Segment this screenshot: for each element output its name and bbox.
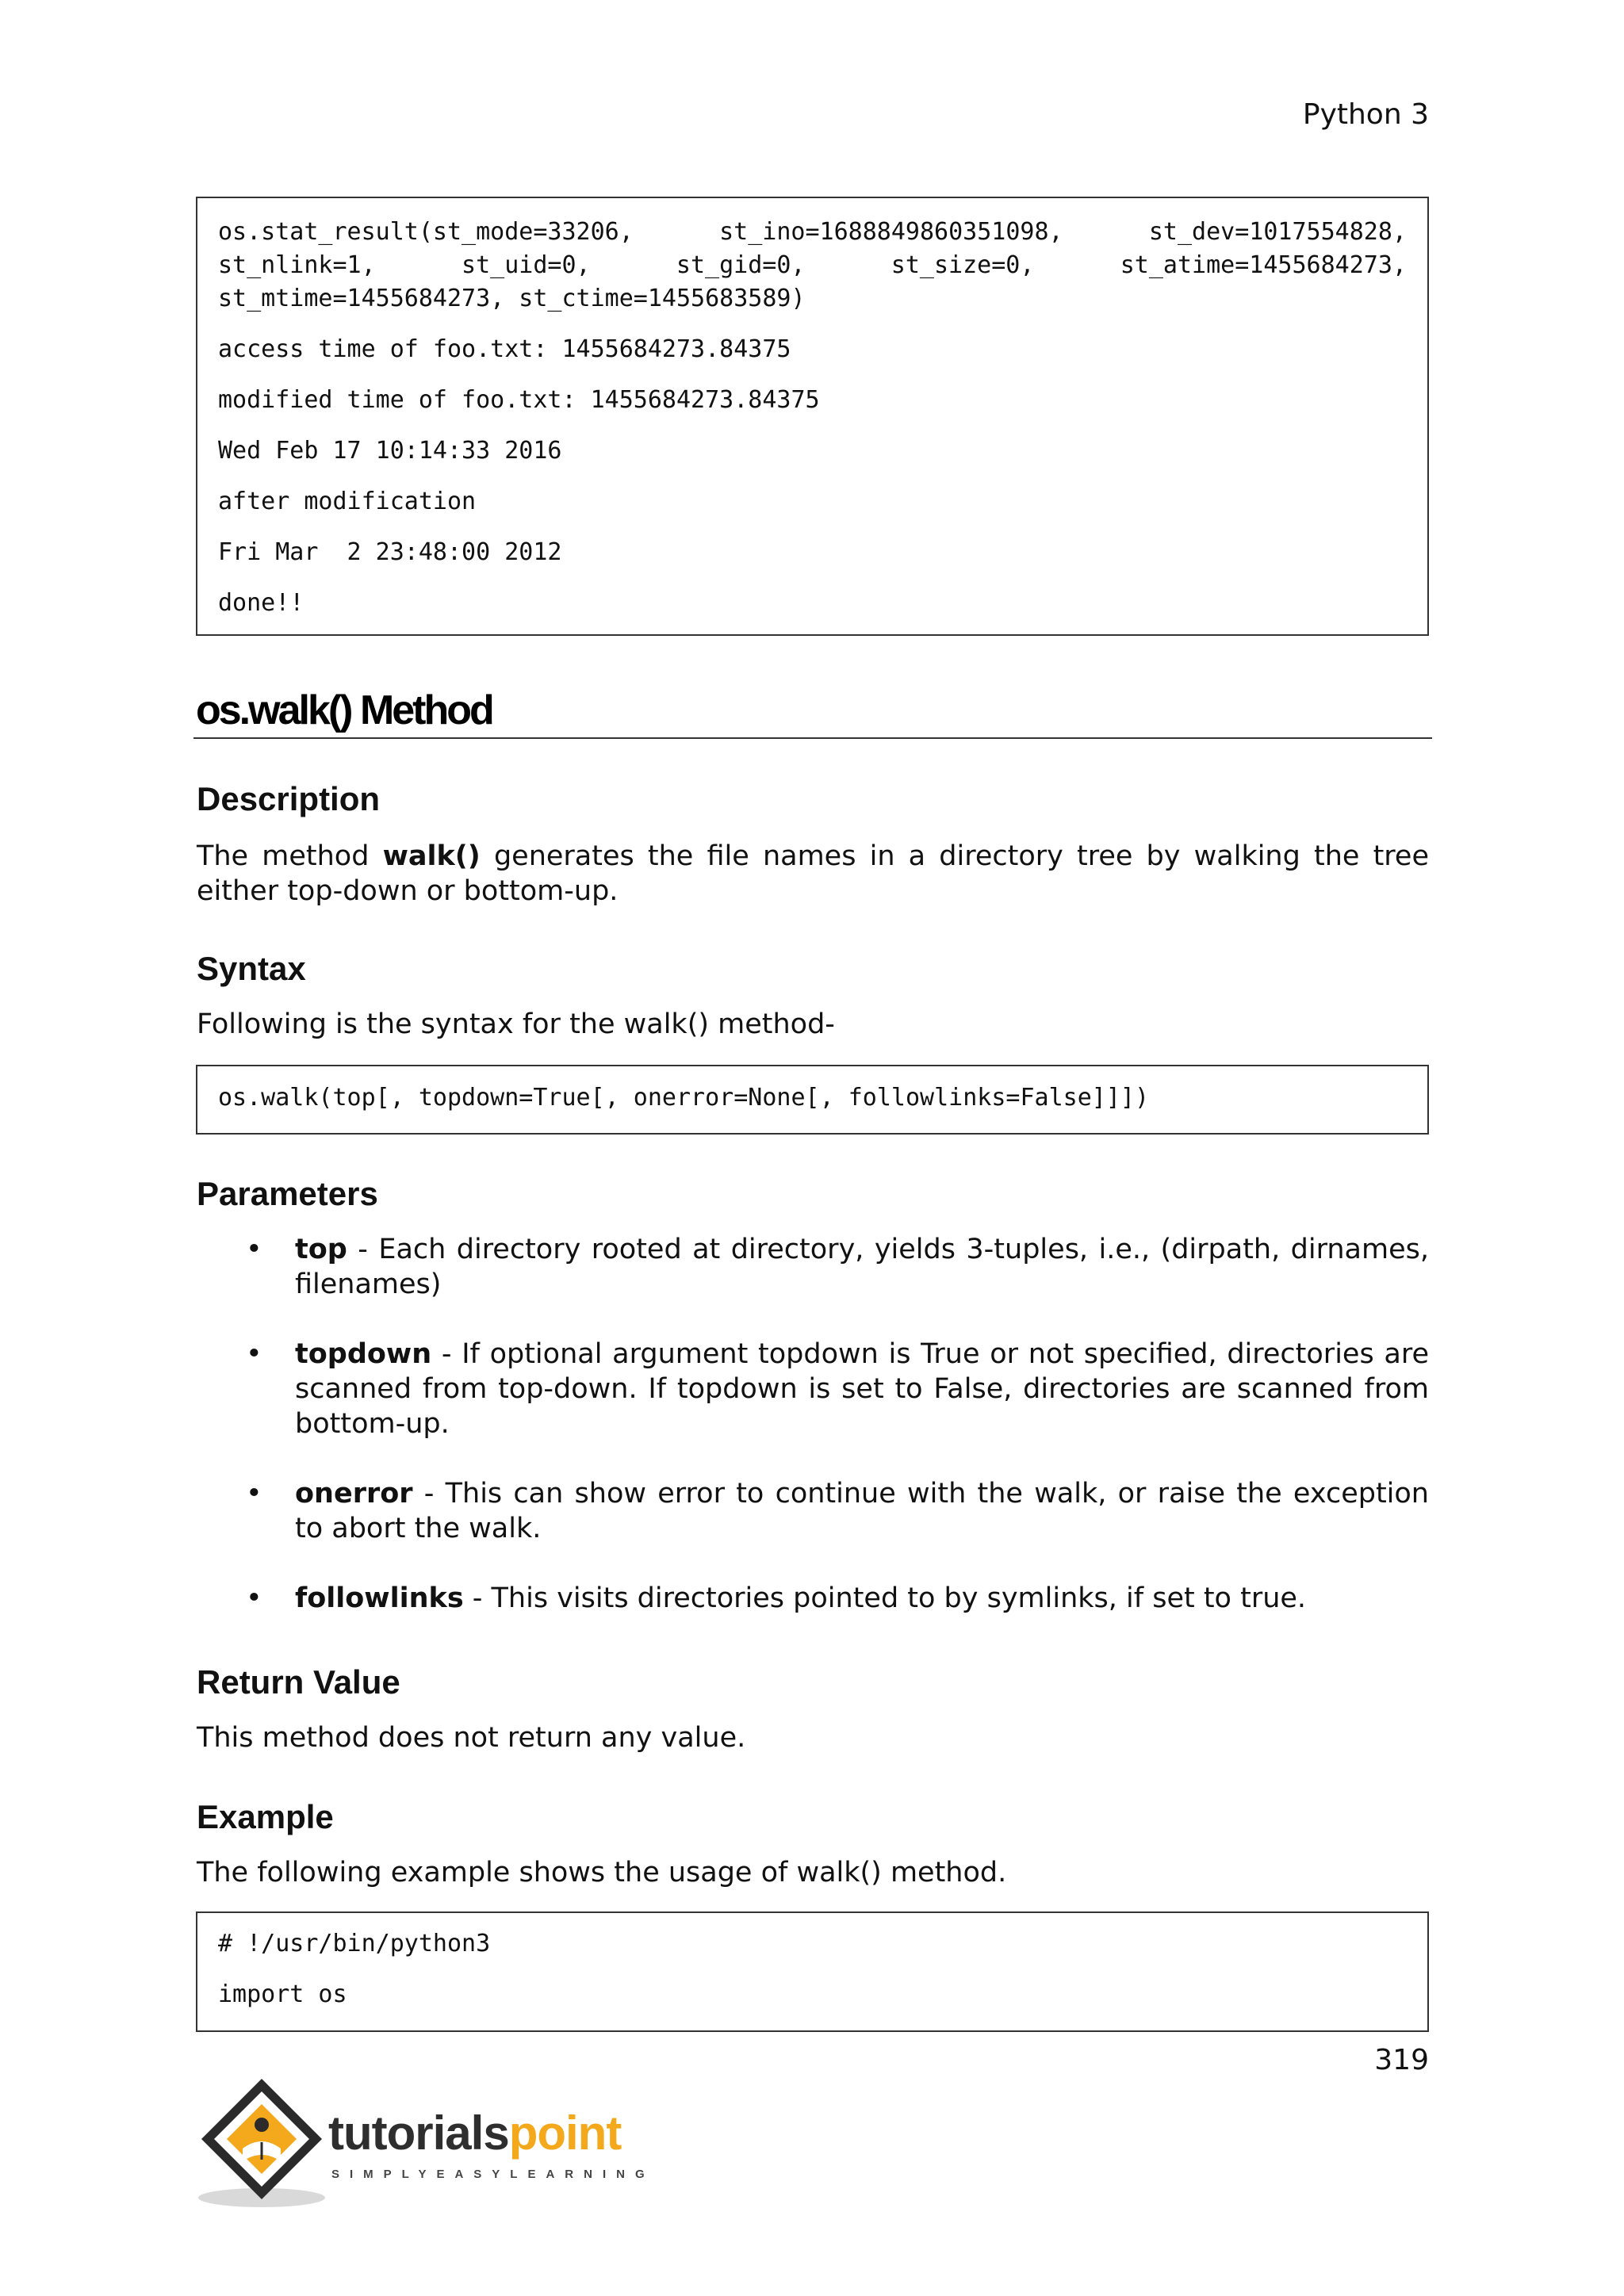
output-token: st_size=0, <box>891 251 1035 279</box>
parameters-heading: Parameters <box>197 1175 378 1212</box>
example-code-block <box>196 1911 1429 2032</box>
syntax-code: os.walk(top[, topdown=True[, onerror=None[, followlinks=False]]]) <box>218 1084 1149 1112</box>
parameter-name: onerror <box>295 1478 413 1510</box>
output-token: st_nlink=1, <box>218 251 376 279</box>
code-line: # !/usr/bin/python3 <box>218 1930 491 1957</box>
output-token: st_dev=1017554828, <box>1148 218 1407 246</box>
parameter-name: topdown <box>295 1338 432 1370</box>
output-line: after modification <box>218 488 477 515</box>
running-header: Python 3 <box>1302 98 1429 131</box>
syntax-heading: Syntax <box>197 950 306 987</box>
logo-tagline: SIMPLYEASYLEARNING <box>331 2168 655 2181</box>
syntax-intro: Following is the syntax for the walk() method- <box>197 1008 835 1040</box>
method-name: walk() <box>382 840 481 872</box>
parameters-list <box>197 1232 1429 1616</box>
output-token: st_uid=0, <box>462 251 591 279</box>
example-intro: The following example shows the usage of walk() method. <box>197 1857 1007 1888</box>
output-token: st_atime=1455684273, <box>1120 251 1407 279</box>
output-line: modified time of foo.txt: 1455684273.84375 <box>218 386 820 414</box>
list-item: • top - Each directory rooted at directory, yields 3-tuples, i.e., (dirpath, dirnames, filenames) <box>246 1234 1429 1300</box>
output-code-block <box>196 197 1429 636</box>
list-item: • topdown - If optional argument topdown is True or not specified, directories are scanned from top-down. If topdown is set to False, directories are scanned from bottom-up. <box>246 1338 1429 1440</box>
section-title: os.walk() Method <box>196 687 492 733</box>
tutorialspoint-logo <box>195 2072 663 2215</box>
list-item: • onerror - This can show error to continue with the walk, or raise the exception to abort the walk. <box>246 1478 1429 1544</box>
return-value-text: This method does not return any value. <box>197 1722 746 1754</box>
page-number: 319 <box>1374 2044 1429 2076</box>
parameter-name: top <box>295 1234 347 1265</box>
description-text: The method walk() generates the file names in a directory tree by walking the tree either top-down or bottom-up. <box>197 840 1429 907</box>
example-heading: Example <box>197 1798 334 1835</box>
output-line: done!! <box>218 589 304 617</box>
description-heading: Description <box>197 780 381 817</box>
output-token: os.stat_result(st_mode=33206, <box>218 218 634 246</box>
parameter-name: followlinks <box>295 1582 464 1614</box>
output-token: st_ino=1688849860351098, <box>719 218 1063 246</box>
output-line: access time of foo.txt: 1455684273.84375 <box>218 335 791 363</box>
section-divider <box>193 737 1432 739</box>
logo-emblem-icon <box>195 2072 330 2215</box>
logo-wordmark: tutorialspoint <box>328 2107 622 2160</box>
code-line: import os <box>218 1980 347 2008</box>
return-value-heading: Return Value <box>197 1663 400 1701</box>
output-line <box>218 216 1407 249</box>
output-line: Wed Feb 17 10:14:33 2016 <box>218 437 562 465</box>
output-token: st_gid=0, <box>676 251 806 279</box>
output-line <box>218 249 1407 282</box>
syntax-code-block <box>196 1065 1429 1135</box>
list-item: • followlinks - This visits directories pointed to by symlinks, if set to true. <box>246 1582 1307 1614</box>
output-line: Fri Mar 2 23:48:00 2012 <box>218 538 562 566</box>
output-line: st_mtime=1455684273, st_ctime=1455683589) <box>218 285 806 312</box>
